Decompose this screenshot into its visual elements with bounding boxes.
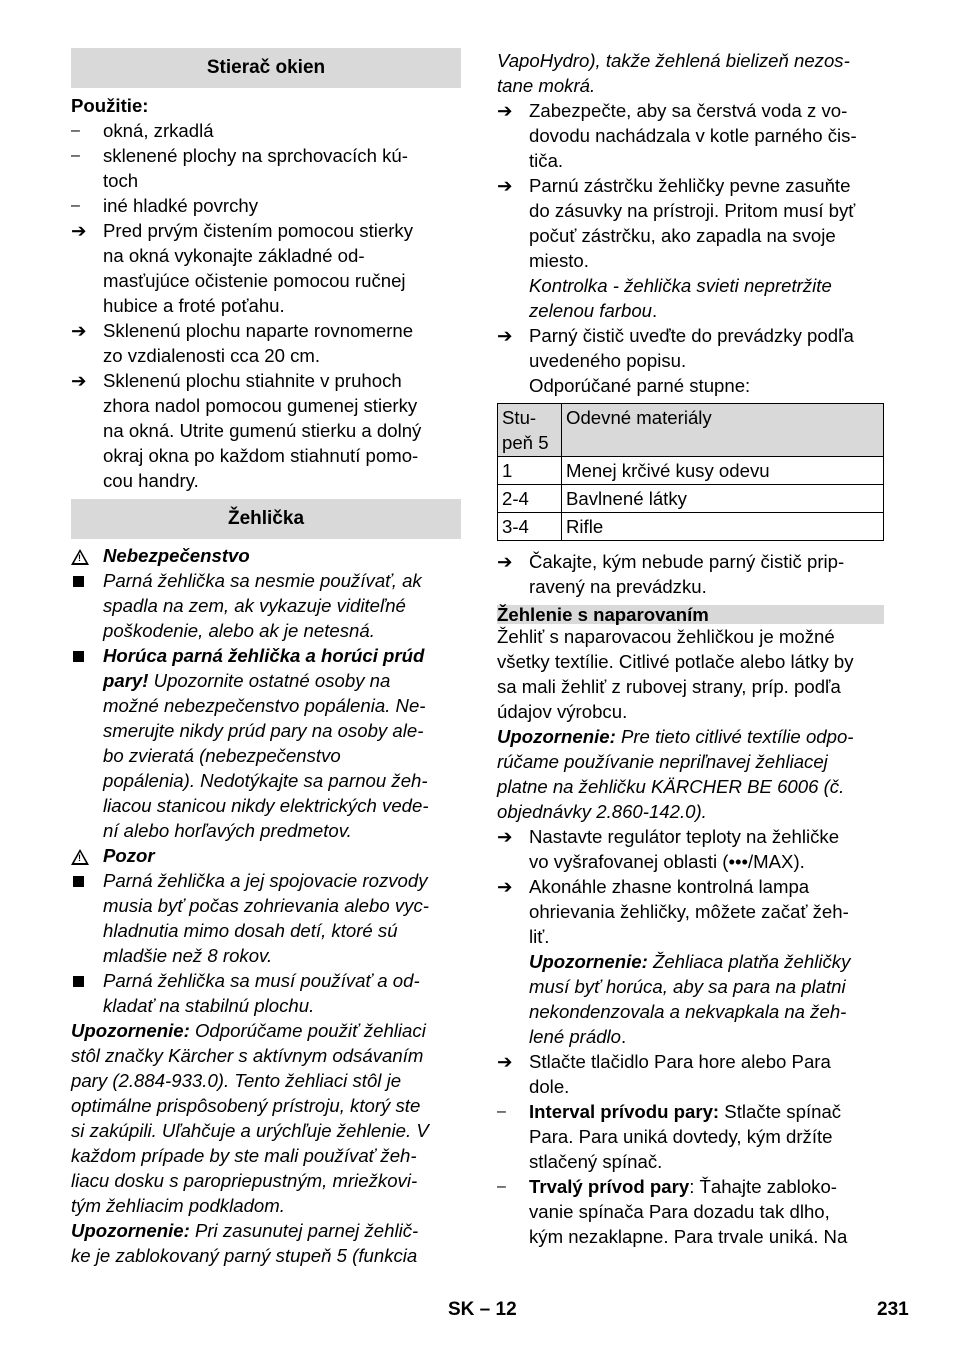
danger-item: Parná žehlička sa nesmie používať, ak spadla na zem, ak vykazuje viditeľné poškodenie, alebo ak je netesná. (71, 568, 461, 643)
step-item: ➔ Sklenenú plochu stiahnite v pruhoch zhora nadol pomocou gumenej stierky na okná. Utrite gumenú stierku a dolný okraj okna po každom stiahnutí pomo- cou handry. (71, 370, 422, 491)
table-cell: 2-4 (498, 485, 562, 513)
footer-section-label: SK – 12 (448, 1299, 517, 1320)
bullet-square-icon (73, 876, 84, 887)
dash-icon: – (497, 1103, 506, 1120)
step-item: ➔ Sklenenú plochu naparte rovnomerne zo vzdialenosti cca 20 cm. (71, 320, 414, 366)
step-item: ➔ Parný čistič uveďte do prevádzky podľa uvedeného popisu. (497, 325, 854, 371)
step-item: ➔ Stlačte tlačidlo Para hore alebo Para dole. (497, 1051, 831, 1097)
dash-icon: – (497, 1178, 506, 1195)
table-row (498, 485, 884, 513)
step-result: Kontrolka - žehlička svieti nepretržite zelenou farbou. (529, 275, 832, 321)
section-heading-stierac: Stierač okien (71, 48, 461, 88)
table-row (498, 513, 884, 541)
option-item: – Trvalý prívod pary: Ťahajte zabloko- vanie spínača Para dozadu tak dlho, kým nezaklapne. Para trvale uniká. Na (497, 1176, 848, 1247)
arrow-icon: ➔ (497, 876, 513, 897)
bullet-square-icon (73, 976, 84, 987)
danger-heading: ! Nebezpečenstvo (71, 543, 461, 568)
step-item: ➔ Akonáhle zhasne kontrolná lampa ohrievania žehličky, môžete začať žeh- liť. (497, 876, 849, 947)
caution-item: Parná žehlička a jej spojovacie rozvody musia byť počas zohrievania alebo vyc- hladnutia mimo dosah detí, ktoré sú mladšie než 8 rokov. (71, 868, 461, 968)
table-cell: 3-4 (498, 513, 562, 541)
arrow-icon: ➔ (71, 320, 87, 341)
table-cell: 1 (498, 457, 562, 485)
arrow-icon: ➔ (497, 100, 513, 121)
arrow-icon: ➔ (71, 220, 87, 241)
arrow-icon: ➔ (497, 826, 513, 847)
danger-item: Horúca parná žehlička a horúci prúd pary! Upozornite ostatné osoby na možné nebezpečenstvo popálenia. Ne- smerujte nikdy prúd pary na osoby ale- bo zvieratá (nebezpečenstvo popálenia). Nedotýkajte sa parnou žeh- liacou stanicou nikdy elektrických vede- ní alebo horľavých predmetov. (71, 643, 461, 843)
page-number: 231 (877, 1299, 909, 1320)
right-column (497, 48, 884, 1249)
section-heading-zehlicka: Žehlička (71, 499, 461, 539)
table-cell: Rifle (562, 513, 884, 541)
dash-icon: – (71, 147, 80, 164)
left-column (71, 48, 461, 1268)
caution-heading: ! Pozor (71, 843, 461, 868)
table-header-cell: Odevné materiály (562, 404, 884, 457)
table-header-cell: Stu- peň 5 (498, 404, 562, 457)
option-item: – Interval prívodu pary: Stlačte spínač Para. Para uniká dovtedy, kým držíte stlačený spínač. (497, 1101, 842, 1172)
step-item: ➔ Nastavte regulátor teploty na žehličke vo vyšrafovanej oblasti (•••/MAX). (497, 826, 840, 872)
use-item: – sklenené plochy na sprchovacích kú- toch (71, 145, 408, 191)
table-caption: Odporúčané parné stupne: (529, 375, 751, 396)
step-item: ➔ Pred prvým čistením pomocou stierky na okná vykonajte základné od- masťujúce očistenie pomocou ručnej hubice a froté poťahu. (71, 220, 413, 316)
table-header-row (498, 404, 884, 457)
arrow-icon: ➔ (71, 370, 87, 391)
table-cell: Bavlnené látky (562, 485, 884, 513)
arrow-icon: ➔ (497, 1051, 513, 1072)
paragraph: Žehliť s naparovacou žehličkou je možné všetky textílie. Citlivé potlače alebo látky by sa mali žehliť z rubovej strany, príp. podľa údajov výrobcu. (497, 626, 854, 722)
bullet-square-icon (73, 576, 84, 587)
pouzitie-label: Použitie: (71, 95, 149, 116)
dash-icon: – (71, 122, 80, 139)
warning-icon (71, 849, 89, 865)
step-item: ➔ Čakajte, kým nebude parný čistič prip- ravený na prevádzku. (497, 551, 845, 597)
step-item: ➔ Zabezpečte, aby sa čerstvá voda z vo- dovodu nachádzala v kotle parného čis- tiča. (497, 100, 857, 171)
arrow-icon: ➔ (497, 175, 513, 196)
use-item: – iné hladké povrchy (71, 195, 259, 216)
note-paragraph: Upozornenie: Žehliaca platňa žehličky musí byť horúca, aby sa para na platni nekondenzovala a nekvapkala na žeh- lené prádlo. (529, 951, 851, 1047)
note-paragraph: Upozornenie: Pre tieto citlivé textílie odpo- rúčame používanie nepriľnavej žehliacej platne na žehličku KÄRCHER BE 6006 (č. objednávky 2.860-142.0). (497, 726, 854, 822)
dash-icon: – (71, 197, 80, 214)
note-paragraph: Upozornenie: Pri zasunutej parnej žehlič- ke je zablokovaný parný stupeň 5 (funkcia (71, 1220, 419, 1266)
use-item: – okná, zrkadlá (71, 120, 214, 141)
continued-text: VapoHydro), takže žehlená bielizeň nezos- tane mokrá. (497, 50, 850, 96)
warning-icon (71, 549, 89, 565)
bullet-square-icon (73, 651, 84, 662)
note-paragraph: Upozornenie: Odporúčame použiť žehliaci stôl značky Kärcher s aktívnym odsávaním pary (2.884-933.0). Tento žehliaci stôl je optimálne prispôsobený prístroju, ktorý ste si zakúpili. Uľahčuje a urýchľuje žehlenie. V každom prípade by ste mali používať žeh- liacu dosku s paropriepustným, mriežkovi- tým žehliacim podkladom. (71, 1020, 429, 1216)
subsection-heading: Žehlenie s naparovaním (497, 605, 884, 624)
table-cell: Menej krčivé kusy odevu (562, 457, 884, 485)
steam-level-table (497, 403, 884, 541)
table-row (498, 457, 884, 485)
caution-item: Parná žehlička sa musí používať a od- kladať na stabilnú plochu. (71, 968, 461, 1018)
step-item: ➔ Parnú zástrčku žehličky pevne zasuňte do zásuvky na prístroji. Pritom musí byť počuť zástrčku, ako zapadla na svoje miesto. (497, 175, 856, 271)
arrow-icon: ➔ (497, 325, 513, 346)
arrow-icon: ➔ (497, 551, 513, 572)
